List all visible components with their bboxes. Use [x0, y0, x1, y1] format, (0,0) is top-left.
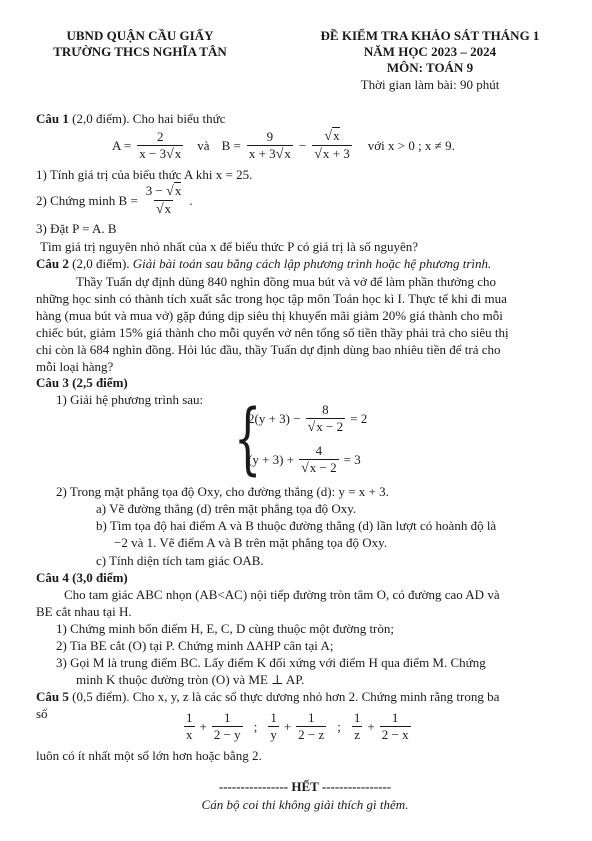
q3-part2b1: b) Tìm tọa độ hai điểm A và B thuộc đường thẳng (d) lần lượt có hoành độ là	[96, 518, 497, 533]
system-eq1: 2(y + 3) − $\frac{8}{√x - 2}$ = 2	[248, 402, 368, 435]
q3-part2b2: −2 và 1. Vẽ điểm A và B trên mặt phẳng tọa độ Oxy.	[114, 535, 388, 550]
a-label: A =	[112, 137, 132, 153]
q4-part1: 1) Chứng minh bốn điểm H, E, C, D cùng thuộc một đường tròn;	[56, 621, 394, 636]
q4-intro2: BE cắt nhau tại H.	[36, 604, 132, 619]
end-marker: ---------------- HẾT ----------------	[218, 779, 392, 794]
q4-part3a: 3) Gọi M là trung điểm BC. Lấy điểm K đối xứng với điểm H qua điểm M. Chứng	[56, 655, 486, 670]
proctor-note: Cán bộ coi thi không giải thích gì thêm.	[201, 797, 409, 812]
q2-line1: Thầy Tuấn dự định dùng 840 nghìn đồng mua bút và vở để làm phần thưởng cho	[76, 274, 496, 289]
b-fraction-2: $\frac{√x}{√x + 3}$	[314, 128, 350, 162]
a-fraction	[137, 129, 183, 163]
q3-part1: 1) Giải hệ phương trình sau:	[56, 392, 204, 407]
p2-fraction: $\frac{3 - √x}{√x}$	[145, 183, 182, 217]
q1-title: Câu 1	[36, 111, 69, 126]
q1-part1: 1) Tính giá trị của biểu thức A khi x = 25.	[36, 167, 253, 182]
duration: Thời gian làm bài: 90 phút	[360, 77, 500, 92]
q5-expressions: $\frac{1}{x}$ + $\frac{1}{2 - y}$ ; $\frac{1}{y}$ + $\frac{1}{2 - z}$ ; $\frac{1}{z}$ + $\frac{1}{2 - x}$	[186, 710, 409, 742]
school-district: UBND QUẬN CẦU GIẤY	[66, 28, 214, 43]
q2-line2: những học sinh có thành tích xuất sắc trong học tập môn Toán học kì I. Thực tế khi đi mua	[36, 291, 507, 306]
subject: MÔN: TOÁN 9	[386, 60, 474, 75]
q4-part3b: minh K thuộc đường tròn (O) và ME ⊥ AP.	[76, 672, 305, 687]
q4-part2: 2) Tia BE cắt (O) tại P. Chứng minh ΔAHP cân tại A;	[56, 638, 334, 653]
q3-heading: Câu 3 (2,5 điểm)	[36, 375, 128, 390]
system-brace: {	[234, 394, 262, 484]
a-numerator: 2	[157, 128, 164, 144]
q5-conclusion: luôn có ít nhất một số lớn hơn hoặc bằng 2.	[36, 748, 262, 763]
q4-intro1: Cho tam giác ABC nhọn (AB<AC) nội tiếp đường tròn tâm O, có đường cao AD và	[64, 587, 500, 602]
q5-heading: Câu 5 (0,5 điểm). Cho x, y, z là các số thực dương nhỏ hơn 2. Chứng minh rằng trong ba	[36, 689, 500, 704]
b-fraction-1: $\frac{9}{x + 3√x}$	[248, 128, 291, 162]
q1-part3: 3) Đặt P = A. B	[36, 221, 117, 236]
and-text: và	[197, 137, 210, 153]
q1-heading	[36, 111, 225, 127]
q3-part2: 2) Trong mặt phẳng tọa độ Oxy, cho đường thẳng (d): y = x + 3.	[56, 484, 389, 499]
q2-line5: chỉ còn là 684 nghìn đồng. Hỏi lúc đầu, thầy Tuấn dự định dùng bao nhiêu tiền để trả cho	[36, 342, 501, 357]
a-denominator: x − 3√x	[139, 145, 182, 162]
q5-line2: số	[36, 706, 48, 721]
q2-heading: Câu 2 (2,0 điểm). Giải bài toán sau bằng cách lập phương trình hoặc hệ phương trình.	[36, 256, 492, 271]
q1-points: (2,0 điểm). Cho hai biểu thức	[68, 111, 226, 126]
condition: với x > 0 ; x ≠ 9.	[367, 137, 455, 153]
q3-part2a: a) Vẽ đường thẳng (d) trên mặt phẳng tọa độ Oxy.	[96, 501, 357, 516]
school-name: TRƯỜNG THCS NGHĨA TÂN	[53, 44, 227, 59]
q4-heading: Câu 4 (3,0 điểm)	[36, 570, 128, 585]
system-eq2: (y + 3) + $\frac{4}{√x - 2}$ = 3	[248, 443, 361, 476]
q3-part2c: c) Tính diện tích tam giác OAB.	[96, 553, 264, 568]
q2-line6: mỗi loại hàng?	[36, 359, 114, 374]
q1-formula	[112, 128, 455, 163]
q2-line3: hàng (mua bút và mua vở) gặp đúng dịp siêu thị khuyến mãi giảm 20% giá thành cho mỗi	[36, 308, 503, 323]
q2-instruction: Giải bài toán sau bằng cách lập phương trình hoặc hệ phương trình.	[132, 256, 492, 271]
q1-part2: 2) Chứng minh B = $\frac{3 - √x}{√x}$ .	[36, 183, 193, 217]
minus-sign: −	[298, 137, 307, 153]
exam-title: ĐỀ KIỂM TRA KHẢO SÁT THÁNG 1	[320, 28, 540, 43]
school-year: NĂM HỌC 2023 – 2024	[363, 44, 497, 59]
q2-line4: chiếc bút, giảm 15% giá thành cho mỗi quyển vở nên tổng số tiền thầy phải trả cho siêu thị	[36, 325, 509, 340]
q1-part3b: Tìm giá trị nguyên nhỏ nhất của x để biểu thức P có giá trị là số nguyên?	[40, 239, 419, 254]
b-label: B =	[221, 137, 241, 153]
